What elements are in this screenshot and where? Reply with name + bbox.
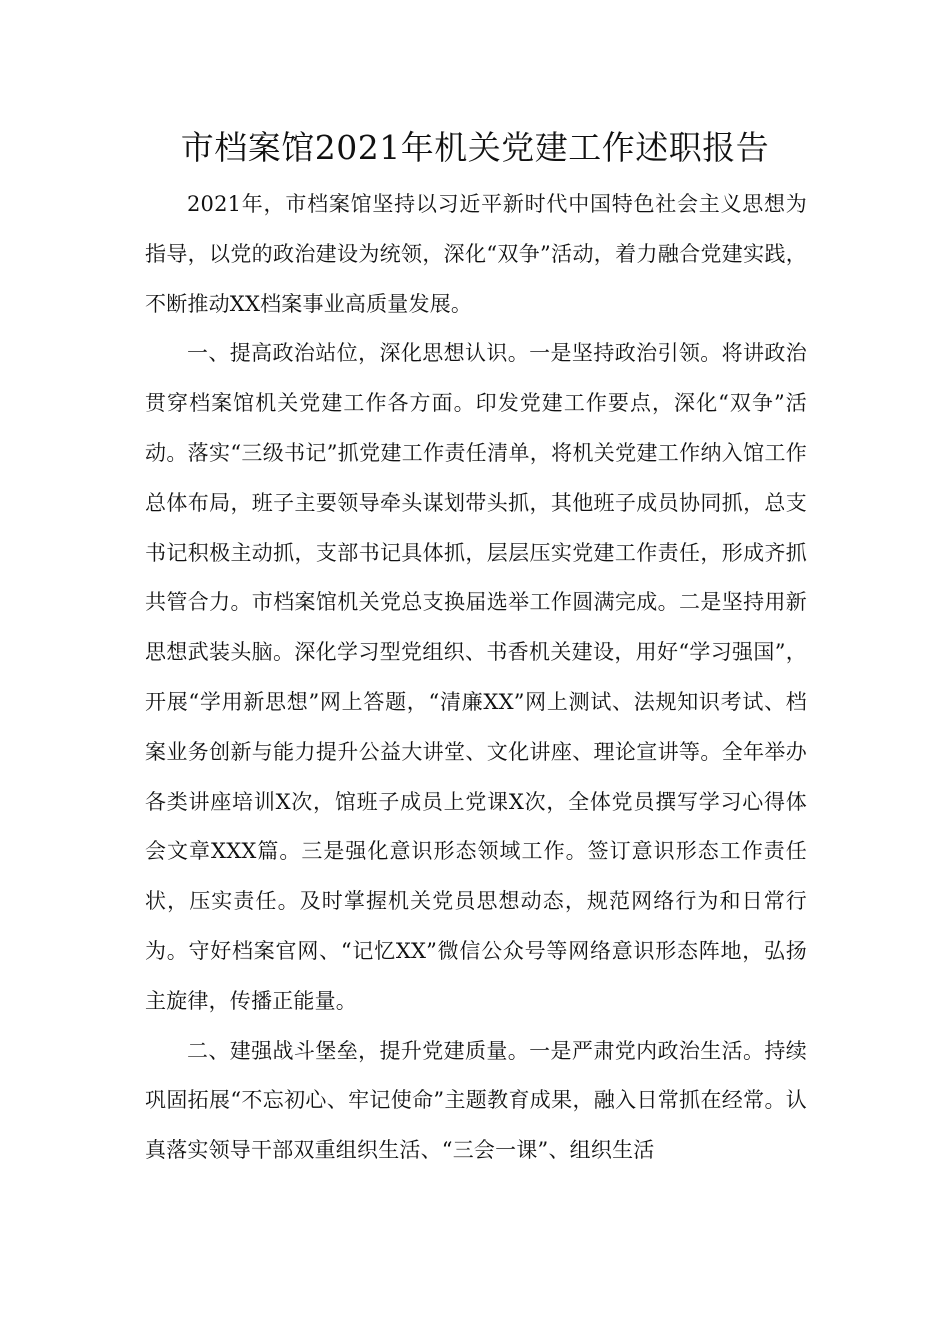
document-body [145,180,807,1176]
paragraph-intro: 2021年，市档案馆坚持以习近平新时代中国特色社会主义思想为指导，以党的政治建设为统领，深化“双争”活动，着力融合党建实践，不断推动XX档案事业高质量发展。 [145,192,807,316]
document-title: 市档案馆2021年机关党建工作述职报告 [180,128,770,167]
paragraph-section-1: 一、提高政治站位，深化思想认识。一是坚持政治引领。将讲政治贯穿档案馆机关党建工作各方面。印发党建工作要点，深化“双争”活动。落实“三级书记”抓党建工作责任清单，将机关党建工作纳入馆工作总体布局，班子主要领导牵头谋划带头抓，其他班子成员协同抓，总支书记积极主动抓，支部书记具体抓，层层压实党建工作责任，形成齐抓共管合力。市档案馆机关党总支换届选举工作圆满完成。二是坚持用新思想武装头脑。深化学习型党组织、书香机关建设，用好“学习强国”，开展“学用新思想”网上答题，“清廉XX”网上测试、法规知识考试、档案业务创新与能力提升公益大讲堂、文化讲座、理论宣讲等。全年举办各类讲座培训X次，馆班子成员上党课X次，全体党员撰写学习心得体会文章XXX篇。三是强化意识形态领域工作。签订意识形态工作责任状，压实责任。及时掌握机关党员思想动态，规范网络行为和日常行为。守好档案官网、“记忆XX”微信公众号等网络意识形态阵地，弘扬主旋律，传播正能量。 [145,341,807,1013]
paragraph-section-2: 二、建强战斗堡垒，提升党建质量。一是严肃党内政治生活。持续巩固拓展“不忘初心、牢记使命”主题教育成果，融入日常抓在经常。认真落实领导干部双重组织生活、“三会一课”、组织生活 [145,1038,807,1163]
